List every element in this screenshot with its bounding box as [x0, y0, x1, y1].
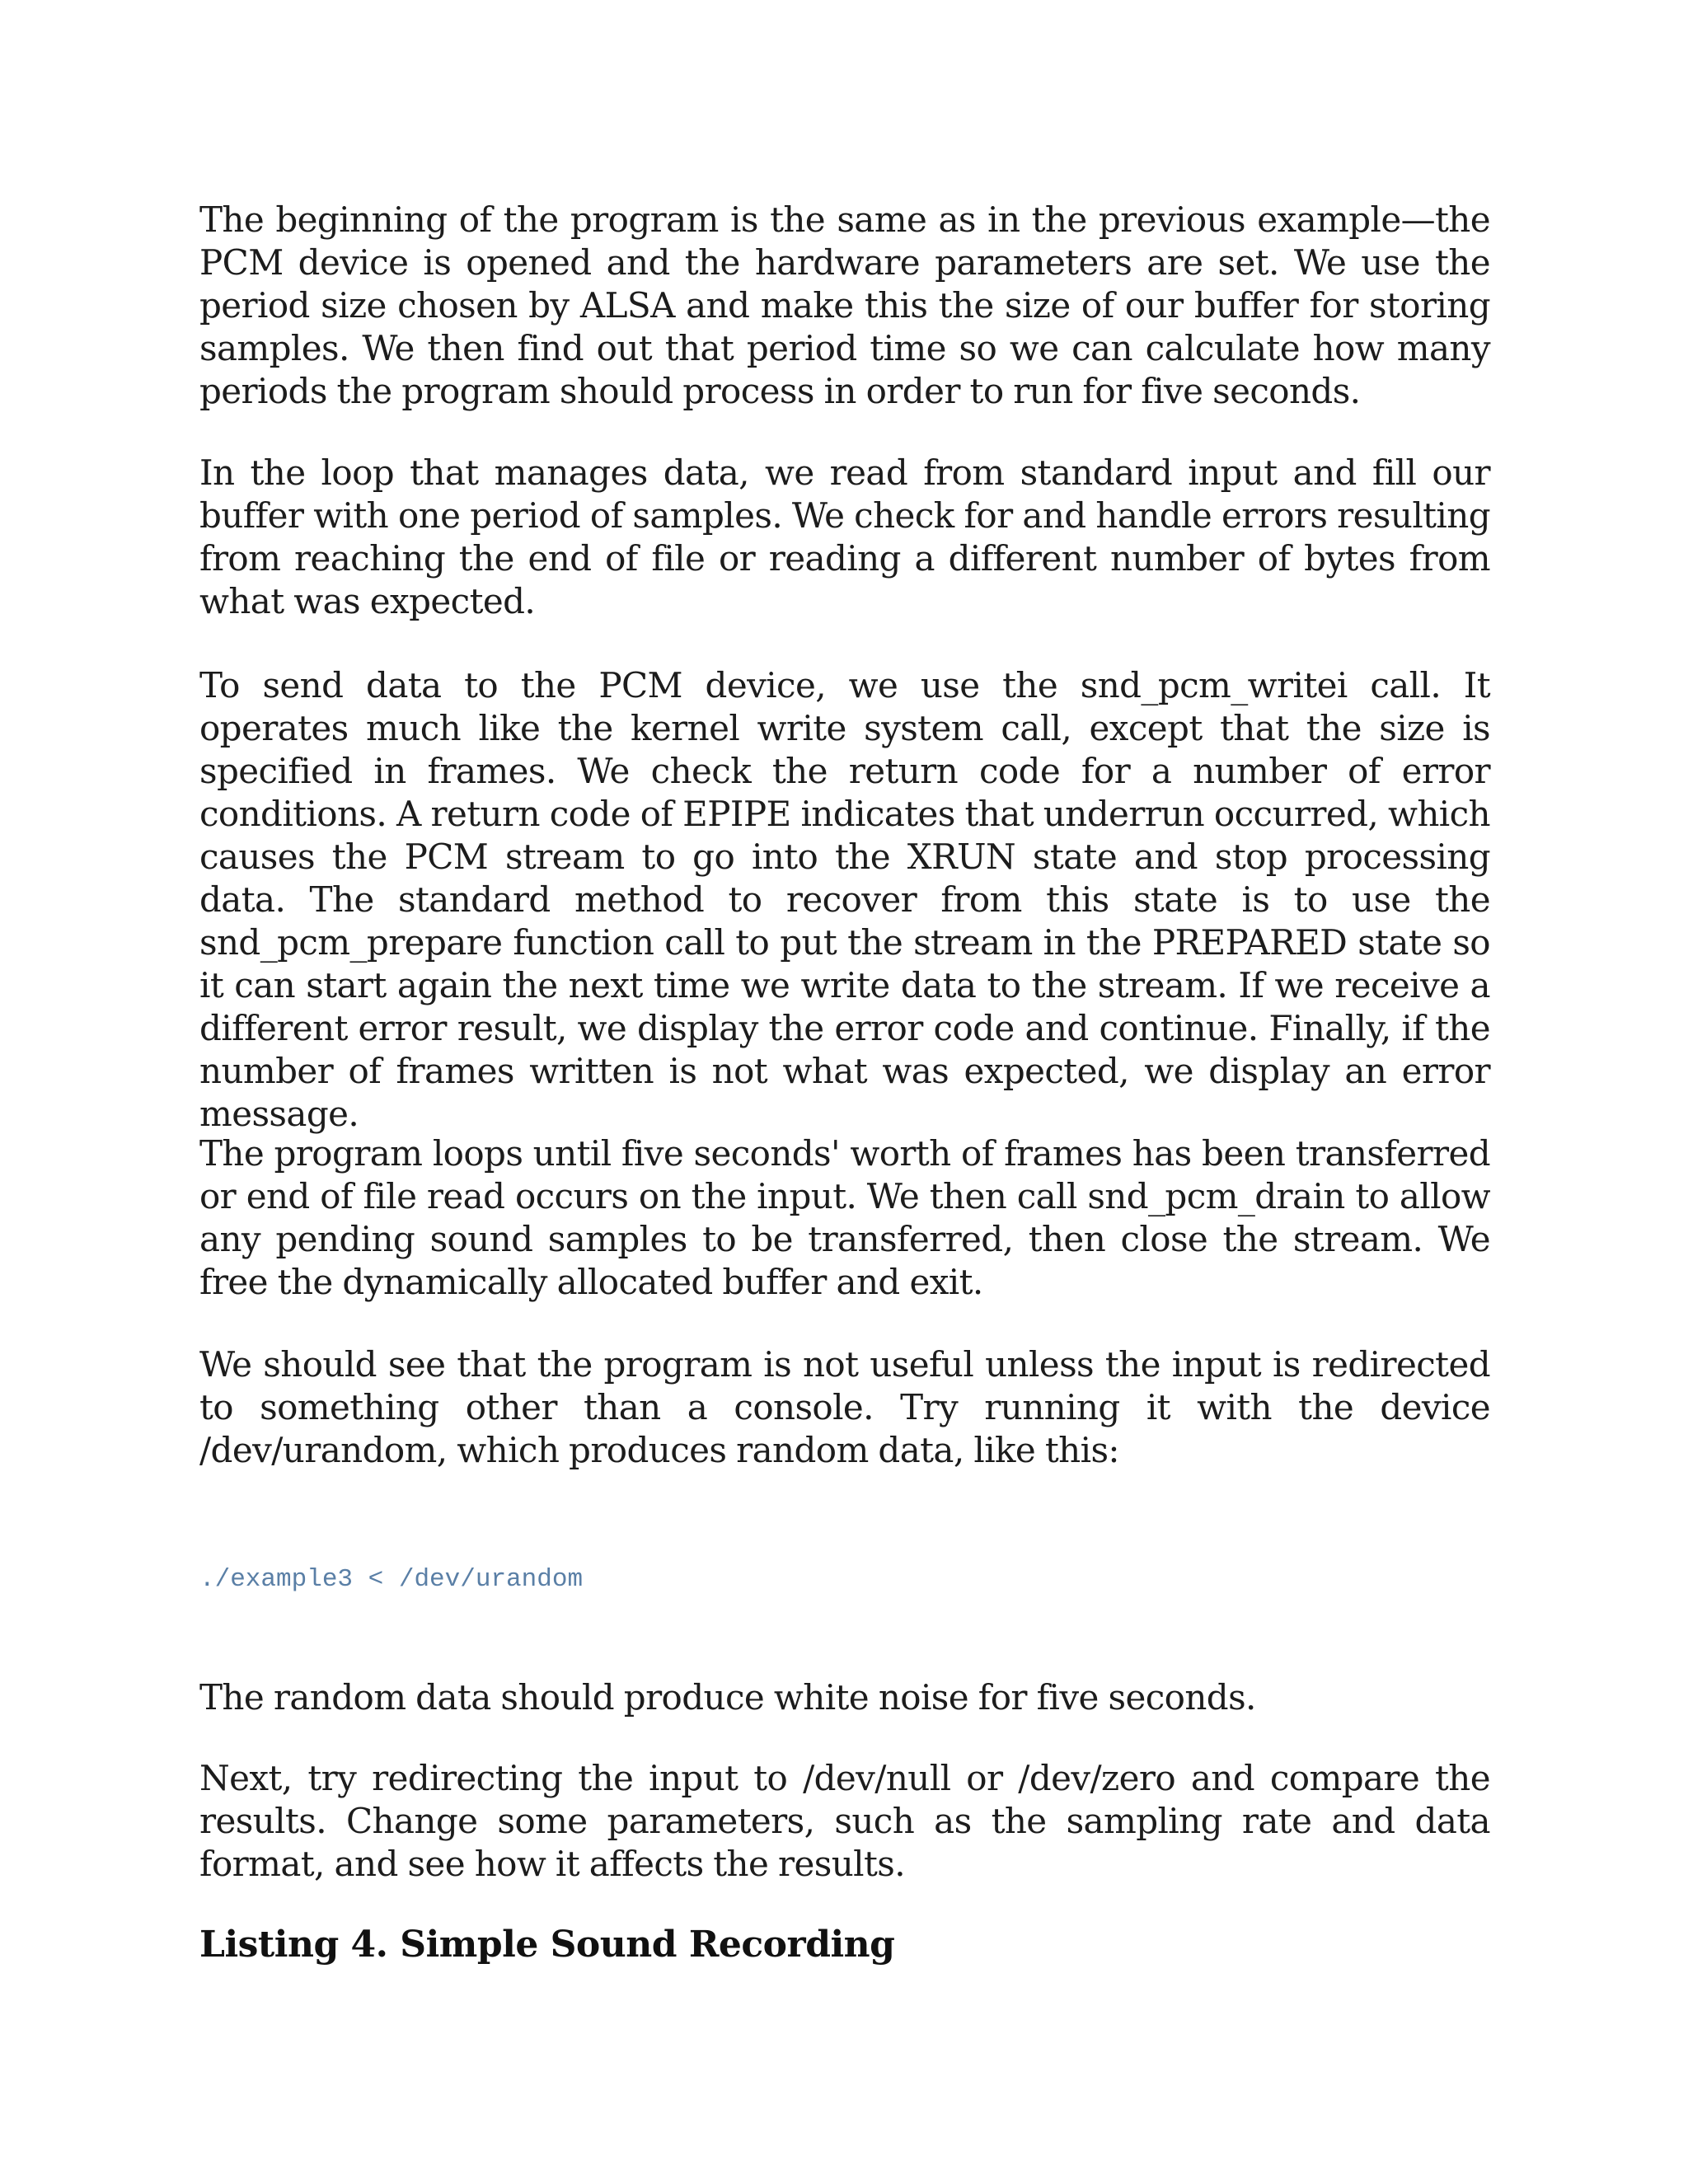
paragraph-program-beginning: The beginning of the program is the same as in the previous example—the PCM device is opened and the hardware parameters are set. We use the period size chosen by ALSA and make this the size of our buffer for storing samples. We then find out that period time so we can calculate how many periods the program should process in order to run for five seconds. — [199, 199, 1490, 411]
paragraph-data-loop: In the loop that manages data, we read from standard input and fill our buffer with one period of samples. We check for and handle errors resulting from reaching the end of file or reading a different number of bytes from what was expected. — [199, 452, 1490, 621]
paragraph-program-loops: The program loops until five seconds' worth of frames has been transferred or end of file read occurs on the input. We then call snd_pcm_drain to allow any pending sound samples to be transferred, then close the stream. We free the dynamically allocated buffer and exit. — [199, 1133, 1490, 1302]
paragraph-snd-pcm-writei: To send data to the PCM device, we use the snd_pcm_writei call. It operates much like the kernel write system call, except that the size is specified in frames. We check the return code for a number of error conditions. A return code of EPIPE indicates that underrun occurred, which causes the PCM stream to go into the XRUN state and stop processing data. The standard method to recover from this state is to use the snd_pcm_prepare function call to put the stream in the PREPARED state so it can start again the next time we write data to the stream. If we receive a different error result, we display the error code and continue. Finally, if the number of frames written is not what was expected, we display an error message. — [199, 665, 1490, 1134]
paragraph-redirect-input: We should see that the program is not useful unless the input is redirected to something other than a console. Try running it with the device /dev/urandom, which produces random data, like this: — [199, 1344, 1490, 1470]
listing-heading: Listing 4. Simple Sound Recording — [199, 1924, 895, 1966]
code-example: ./example3 < /dev/urandom — [199, 1565, 584, 1594]
paragraph-white-noise: The random data should produce white noise for five seconds. — [199, 1677, 1256, 1718]
paragraph-try-redirecting: Next, try redirecting the input to /dev/null or /dev/zero and compare the results. Change some parameters, such as the sampling rate and data format, and see how it affects the results. — [199, 1758, 1490, 1884]
